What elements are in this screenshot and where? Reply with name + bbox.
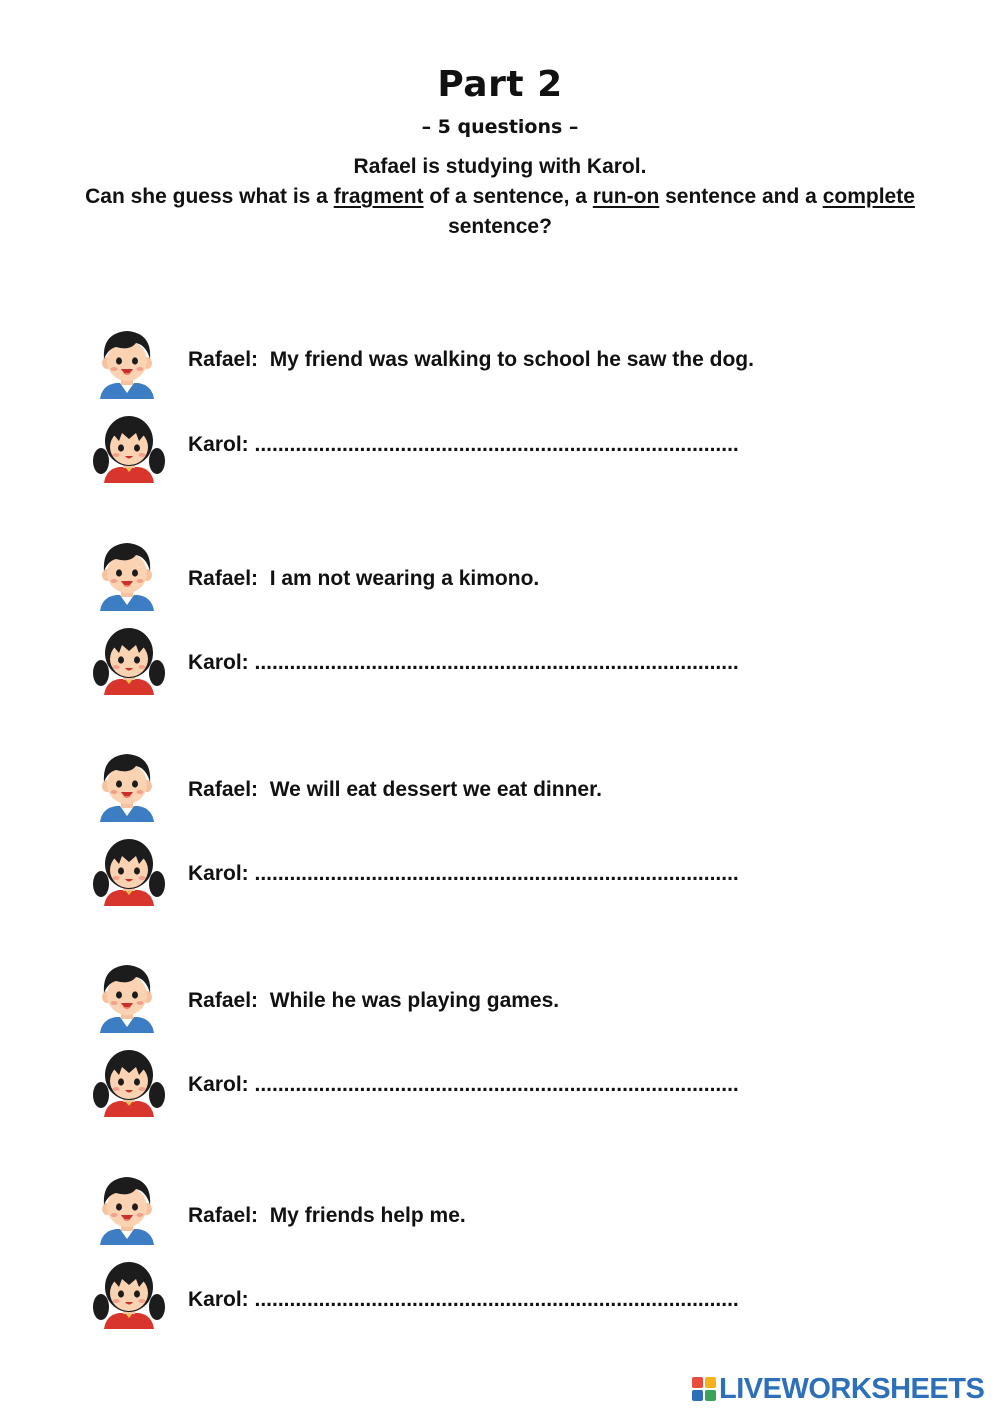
term-fragment: fragment [333, 185, 424, 208]
instructions [50, 152, 950, 242]
rafael-avatar-icon [90, 537, 164, 611]
liveworksheets-logo-text: LIVEWORKSHEETS [719, 1372, 985, 1405]
karol-answer-1[interactable]: Karol: ................................................................................... [188, 433, 739, 456]
rafael-avatar-icon [90, 325, 164, 399]
rafael-avatar-icon [90, 959, 164, 1033]
karol-avatar-icon [92, 409, 166, 483]
karol-answer-3[interactable]: Karol: ................................................................................... [188, 862, 739, 885]
karol-avatar-icon [92, 832, 166, 906]
rafael-sentence-4: Rafael: While he was playing games. [188, 989, 560, 1012]
karol-answer-5[interactable]: Karol: ................................................................................... [188, 1288, 739, 1311]
page-title: Part 2 [437, 64, 563, 105]
karol-avatar-icon [92, 1255, 166, 1329]
rafael-sentence-5: Rafael: My friends help me. [188, 1204, 466, 1227]
rafael-sentence-1: Rafael: My friend was walking to school he saw the dog. [188, 348, 754, 371]
karol-answer-2[interactable]: Karol: ................................................................................... [188, 651, 739, 674]
question-count-subtitle: – 5 questions – [421, 116, 579, 138]
instructions-line-1: Rafael is studying with Karol. [353, 155, 647, 178]
instructions-text-b: of a sentence, a [423, 185, 593, 208]
rafael-sentence-3: Rafael: We will eat dessert we eat dinner. [188, 778, 602, 801]
term-run-on: run-on [592, 185, 660, 208]
instructions-text-a: Can she guess what is a [85, 185, 334, 208]
rafael-avatar-icon [90, 1171, 164, 1245]
liveworksheets-logo-icon [692, 1376, 716, 1402]
karol-avatar-icon [92, 1043, 166, 1117]
karol-avatar-icon [92, 621, 166, 695]
liveworksheets-logo[interactable] [692, 1372, 984, 1406]
rafael-sentence-2: Rafael: I am not wearing a kimono. [188, 567, 540, 590]
instructions-text-c: sentence and a [659, 185, 823, 208]
instructions-text-d: sentence? [448, 215, 552, 238]
instructions-line-2 [50, 182, 950, 242]
rafael-avatar-icon [90, 748, 164, 822]
karol-answer-4[interactable]: Karol: ................................................................................... [188, 1073, 739, 1096]
term-complete: complete [822, 185, 915, 208]
